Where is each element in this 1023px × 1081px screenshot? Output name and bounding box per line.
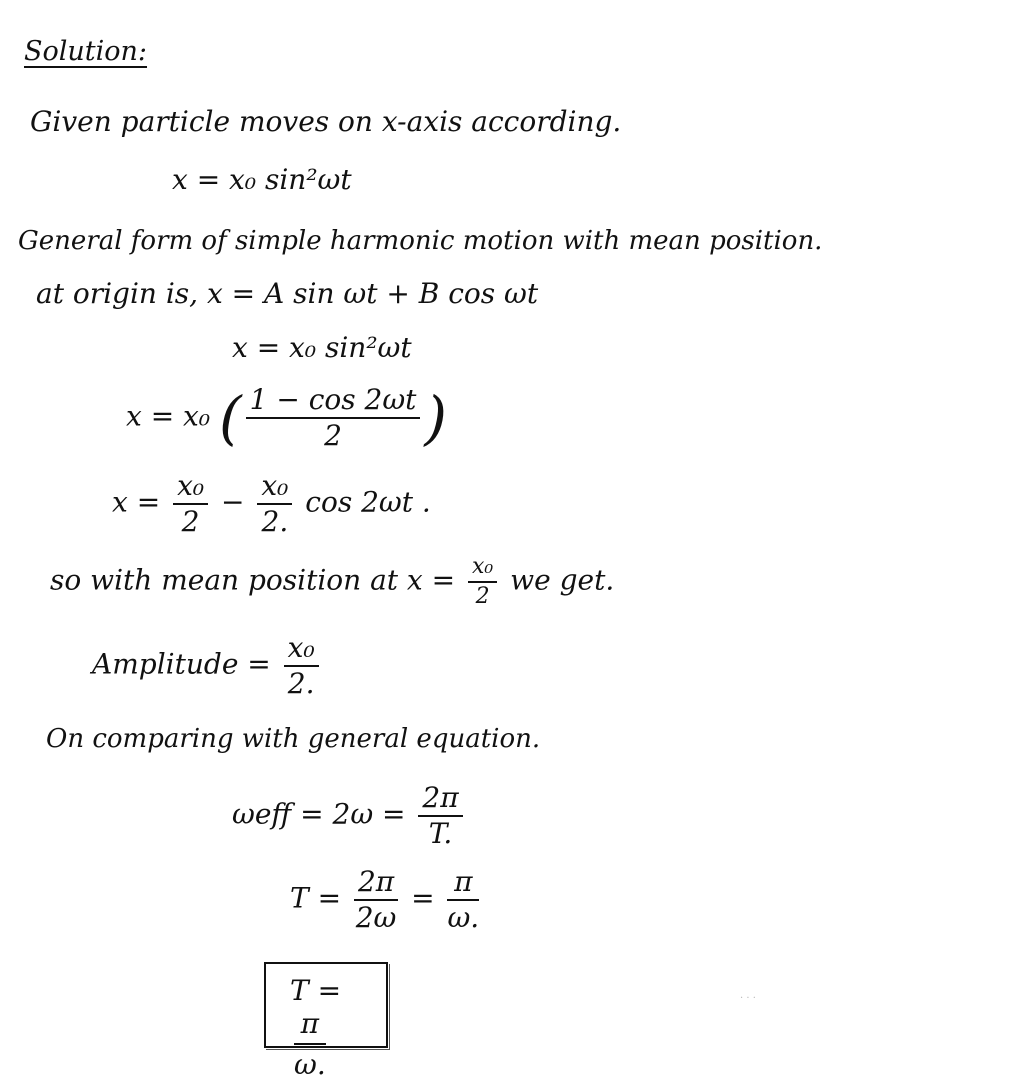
period-lhs: T = (290, 881, 342, 915)
amplitude-label: Amplitude = (92, 647, 271, 681)
omega-eff-denominator: T. (428, 817, 453, 850)
margin-dots: ⋮ (258, 993, 272, 1009)
expanded-lhs: x = (112, 485, 161, 519)
half-angle-fraction (246, 383, 421, 452)
omega-eff-lhs: ωeff = 2ω = (232, 797, 406, 831)
mean-position-text: so with mean position at x = (50, 563, 456, 597)
equation-period (290, 865, 483, 934)
expanded-f2-denominator: 2. (261, 505, 289, 538)
mean-position-denominator: 2 (475, 584, 490, 609)
final-answer (290, 974, 386, 1081)
solution-heading: Solution: (24, 36, 148, 67)
final-answer-denominator: ω. (294, 1048, 326, 1081)
omega-eff-fraction (418, 781, 462, 850)
period-fraction-2 (447, 865, 480, 934)
expanded-fraction-1 (173, 469, 208, 538)
expanded-minus: − (220, 485, 245, 519)
expanded-f2-numerator: x₀ (257, 472, 292, 505)
equation-position: x = x₀ sin²ωt (172, 163, 352, 196)
omega-eff-numerator: 2π (418, 784, 462, 817)
expanded-fraction-2 (257, 469, 292, 538)
line-at-origin: at origin is, x = A sin ωt + B cos ωt (36, 277, 539, 310)
period-f1-denominator: 2ω (355, 901, 397, 934)
equation-half-angle (126, 383, 448, 452)
close-paren: ) (424, 384, 448, 452)
half-angle-lhs: x = x₀ (126, 399, 211, 433)
amplitude-numerator: x₀ (284, 634, 319, 667)
paper-specks: · · · (740, 993, 756, 1004)
equation-omega-eff (232, 781, 467, 850)
final-answer-box (264, 962, 388, 1081)
line-given-particle: Given particle moves on x-axis according. (30, 105, 622, 138)
line-general-form: General form of simple harmonic motion with mean position. (18, 226, 823, 256)
mean-position-fraction (468, 556, 497, 608)
period-fraction-1 (354, 865, 398, 934)
we-get-text: we get. (510, 563, 615, 597)
line-on-comparing: On comparing with general equation. (46, 724, 541, 754)
period-f1-numerator: 2π (354, 868, 398, 901)
line-mean-position (50, 556, 614, 608)
period-f2-numerator: π (447, 868, 479, 901)
mean-position-numerator: x₀ (468, 556, 497, 583)
open-paren: ( (218, 384, 242, 452)
period-f2-denominator: ω. (447, 901, 480, 934)
amplitude-denominator: 2. (287, 667, 315, 700)
expanded-cos-term: cos 2ωt . (305, 485, 431, 519)
amplitude-fraction (284, 631, 319, 700)
half-angle-numerator: 1 − cos 2ωt (246, 386, 421, 419)
expanded-f1-numerator: x₀ (173, 472, 208, 505)
line-amplitude (92, 631, 323, 700)
equation-expanded (112, 469, 431, 538)
period-equals: = (411, 881, 435, 915)
final-answer-lhs: T = (290, 974, 342, 1007)
final-answer-numerator: π (294, 1007, 326, 1045)
equation-position-repeat: x = x₀ sin²ωt (232, 331, 412, 364)
final-answer-fraction (294, 1007, 326, 1081)
half-angle-denominator: 2 (324, 419, 342, 452)
expanded-f1-denominator: 2 (181, 505, 200, 538)
